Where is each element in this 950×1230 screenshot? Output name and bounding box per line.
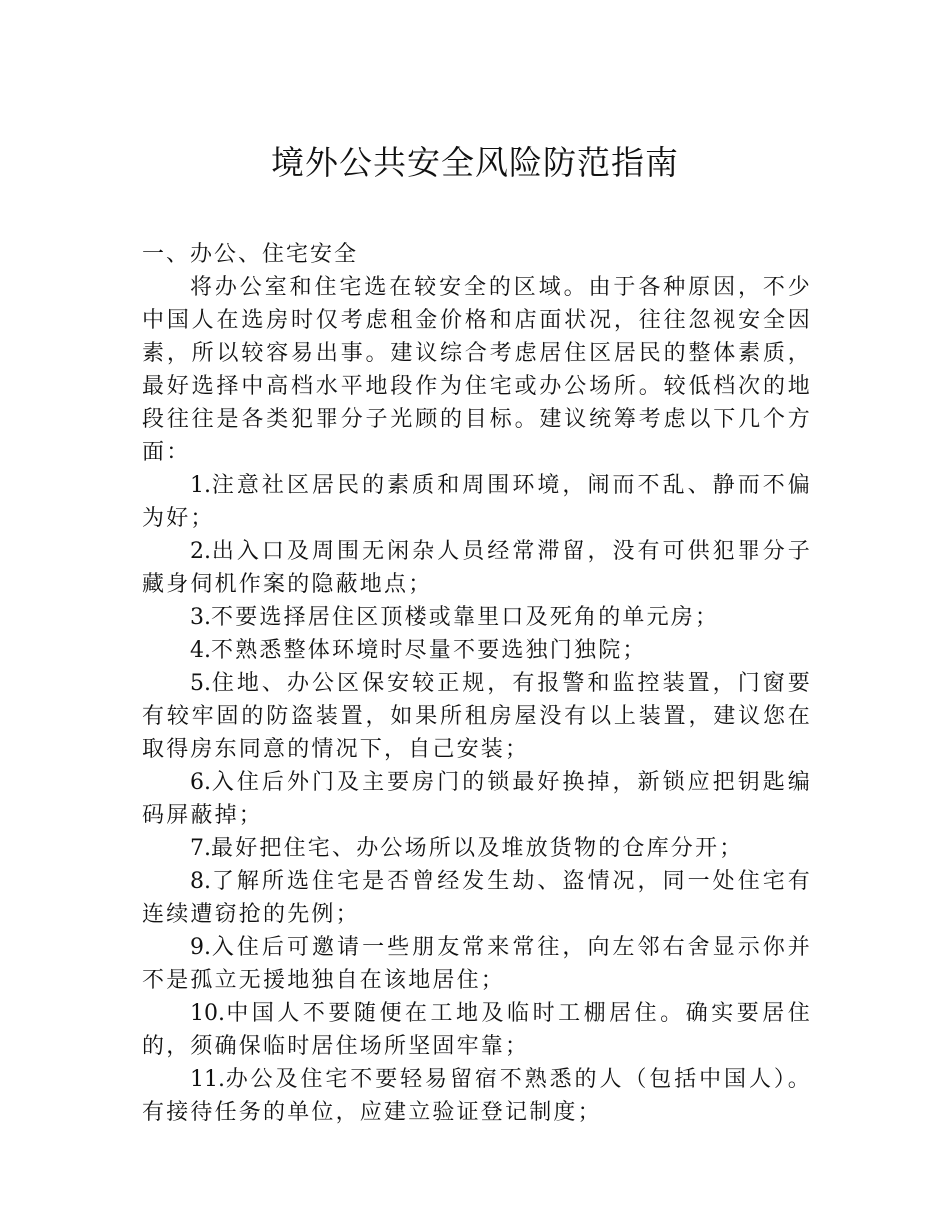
list-item-number: 2. — [190, 539, 211, 564]
list-item-text: 入住后可邀请一些朋友常来常往，向左邻右舍显示你并不是孤立无援地独自在该地居住； — [142, 935, 812, 993]
guideline-list — [142, 469, 812, 1129]
list-item-number: 11. — [190, 1067, 225, 1092]
list-item — [142, 601, 812, 634]
list-item — [142, 832, 812, 865]
list-item — [142, 997, 812, 1063]
list-item-number: 9. — [190, 935, 211, 960]
list-item — [142, 766, 812, 832]
list-item-text: 不要选择居住区顶楼或靠里口及死角的单元房； — [211, 605, 720, 630]
list-item-number: 8. — [190, 869, 211, 894]
list-item-text: 住地、办公区保安较正规，有报警和监控装置，门窗要有较牢固的防盗装置，如果所租房屋没有以上装置，建议您在取得房东同意的情况下，自己安装； — [142, 671, 812, 762]
list-item-number: 4. — [190, 638, 211, 663]
list-item-number: 3. — [190, 605, 211, 630]
list-item — [142, 469, 812, 535]
list-item-number: 7. — [190, 836, 211, 861]
list-item-text: 不熟悉整体环境时尽量不要选独门独院； — [211, 638, 647, 663]
list-item-text: 中国人不要随便在工地及临时工棚居住。确实要居住的，须确保临时居住场所坚固牢靠； — [142, 1001, 812, 1059]
list-item-number: 6. — [190, 770, 211, 795]
list-item — [142, 634, 812, 667]
section-heading: 一、办公、住宅安全 — [142, 242, 359, 267]
document-body — [142, 238, 812, 1129]
list-item-number: 5. — [190, 671, 211, 696]
list-item-text: 了解所选住宅是否曾经发生劫、盗情况，同一处住宅有连续遭窃抢的先例； — [142, 869, 812, 927]
list-item — [142, 1063, 812, 1129]
list-item-number: 1. — [190, 473, 211, 498]
list-item-number: 10. — [190, 1001, 225, 1026]
list-item-text: 注意社区居民的素质和周围环境，闹而不乱、静而不偏为好； — [142, 473, 812, 531]
list-item-text: 入住后外门及主要房门的锁最好换掉，新锁应把钥匙编码屏蔽掉； — [142, 770, 812, 828]
list-item — [142, 667, 812, 766]
intro-paragraph: 将办公室和住宅选在较安全的区域。由于各种原因，不少中国人在选房时仅考虑租金价格和店面状况，往往忽视安全因素，所以较容易出事。建议综合考虑居住区居民的整体素质，最好选择中高档水平地段作为住宅或办公场所。较低档次的地段往往是各类犯罪分子光顾的目标。建议统筹考虑以下几个方面： — [142, 275, 812, 465]
list-item — [142, 535, 812, 601]
list-item — [142, 931, 812, 997]
list-item-text: 办公及住宅不要轻易留宿不熟悉的人（包括中国人）。有接待任务的单位，应建立验证登记制度； — [142, 1067, 812, 1125]
list-item — [142, 865, 812, 931]
document-title: 境外公共安全风险防范指南 — [271, 143, 679, 182]
list-item-text: 最好把住宅、办公场所以及堆放货物的仓库分开； — [211, 836, 744, 861]
list-item-text: 出入口及周围无闲杂人员经常滞留，没有可供犯罪分子藏身伺机作案的隐蔽地点； — [142, 539, 812, 597]
